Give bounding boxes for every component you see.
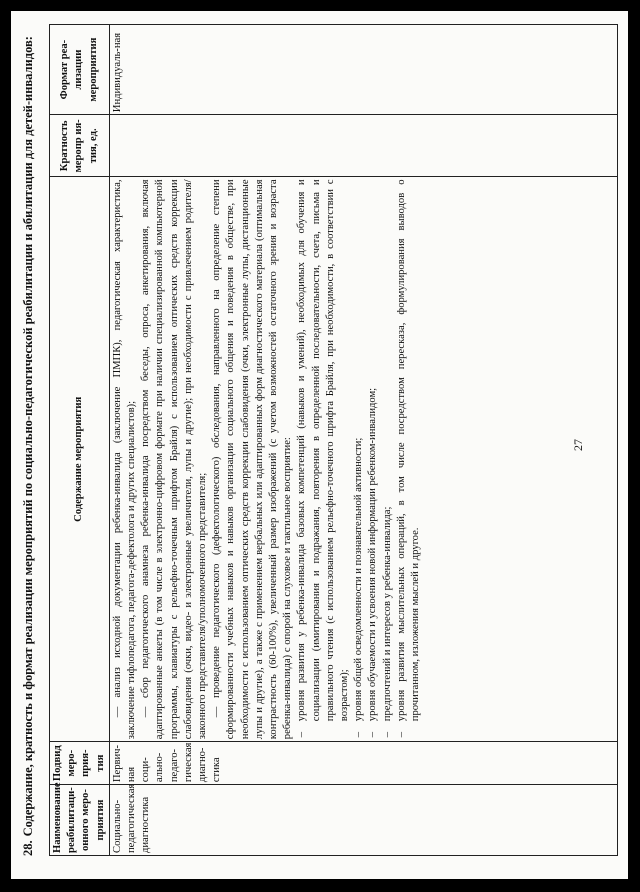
list-item: – уровня развития мыслительных операций, в том числе посредством пересказа, формулирования выводов о прочитанном, изложения мыслей и другое. [395,179,423,739]
header-content: Содержание мероприятия [50,177,110,742]
rotated-page-content [11,11,628,879]
header-frequency: Кратность меропр ия-тия, ед. [50,115,110,177]
cell-content [109,177,617,742]
cell-subtype: Первич-ная соци-ально-педаго-гическая диагно-стика [109,742,617,785]
header-format: Формат реа-лизации мероприятия [50,25,110,115]
list-item: – уровня обучаемости и усвоения новой информации ребенком-инвалидом; [366,179,380,739]
section-number: 28. [21,840,35,856]
section-heading [21,36,36,856]
header-name: Наименование реабилитаци-онного меро-приятия [50,785,110,856]
page-number: 27 [571,439,585,451]
table-row [109,25,617,856]
document-page [11,11,628,879]
rehabilitation-table [49,24,618,856]
list-item: – уровня развития у ребенка-инвалида базовых компетенций (навыков и умений), необходимых для обучения и социализации (имитирования и подражания, повторения в определенной последовательности, счета, письма и правильного чтения (с использованием рельефно-точечного шрифта Брайля, при необходимости, в соответствии с возрастом); [295,179,352,739]
table-header-row [50,25,110,856]
section-title: Содержание, кратность и формат реализации мероприятий по социально-педагогической реабилитации и абилитации для детей-инвалидов: [21,36,35,837]
content-paragraph: — анализ исходной документации ребенка-инвалида (заключение ПМПК), педагогическая характеристика, заключение тифлопедагога, педагога-дефектолога и других специалистов); [111,179,138,740]
list-item: – уровня общей осведомленности и познавательной активности; [352,179,366,739]
cell-format: Индивидуаль-ная [109,25,617,115]
content-paragraph: — сбор педагогического анамнеза ребенка-инвалида посредством беседы, опроса, анкетирования, включая адаптированные анкеты (в том числе в электронно-цифровом формате при наличии специализированной компьютерной программы, клавиатуры с рельефно-точечным шрифтом Брайля) с использованием оптических средств коррекции слабовидения (очки, видео- и электронные увеличители, лупы и другие); при необходимости с привлечением родителя/законного представителя/уполномоченного представителя; [140,179,209,740]
content-paragraph: — проведение педагогического (дефектологического) обследования, направленного на определение степени сформированности учебных навыков и навыков организации социального общения и поведения в обществе, при необходимости с использованием оптических средств коррекции слабовидения (очки, электронные лупы, дистанционные лупы и другие), а также с применением вербальных или адаптированных форм диагностического материала (оптимальная контрастность (60-100%), увеличенный размер изображений (с учетом возможностей остаточного зрения и возраста ребенка-инвалида) с опорой на слуховое и тактильное восприятие: [211,179,294,740]
header-subtype: Подвид меро-прия-тия [50,742,110,785]
list-item: – предпочтений и интересов у ребенка-инвалида; [381,179,395,739]
cell-frequency [109,115,617,177]
assessment-list [295,179,423,739]
cell-name: Социально-педагогическая диагностика [109,785,617,856]
